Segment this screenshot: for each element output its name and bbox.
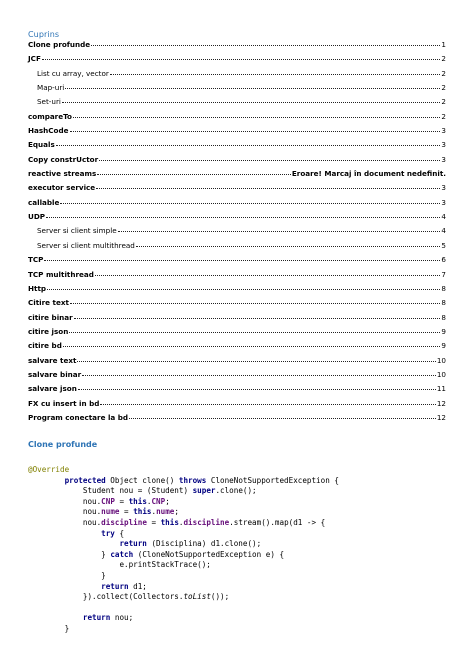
toc-entry-page: 12 (436, 412, 446, 422)
toc-entry-page: 2 (441, 111, 446, 121)
toc-dot-leader (95, 269, 441, 276)
toc-entry-page: 4 (441, 212, 446, 222)
toc-entry-page: 9 (441, 341, 446, 351)
toc-entry-title: citire bd (28, 341, 62, 351)
toc-entry-page: 12 (436, 398, 446, 408)
toc-dot-leader (118, 225, 441, 232)
toc-entry-title: Map-uri (37, 83, 65, 93)
toc-dot-leader (99, 154, 440, 161)
toc-entry-title: Server si client multithread (37, 240, 135, 250)
toc-entry[interactable] (28, 224, 446, 238)
toc-entry[interactable] (28, 253, 446, 267)
toc-entry-title: JCF (28, 54, 41, 64)
code-line: @Override (28, 465, 70, 474)
toc-entry[interactable] (28, 124, 446, 138)
toc-dot-leader (69, 326, 440, 333)
toc-entry-title: reactive streams (28, 169, 97, 179)
toc-entry-page: 3 (441, 197, 446, 207)
toc-dot-leader (96, 182, 440, 189)
code-line: } catch (CloneNotSupportedException e) { (101, 549, 285, 559)
toc-entry[interactable] (28, 153, 446, 167)
toc-entry-title: salvare binar (28, 369, 82, 379)
toc-dot-leader (77, 355, 435, 362)
toc-entry-page: 5 (441, 240, 446, 250)
toc-dot-leader (129, 412, 436, 419)
code-line: nou.discipline = this.discipline.stream().map(d1 -> { (82, 517, 326, 527)
code-line: e.printStackTrace(); (119, 560, 211, 570)
toc-entry-page: 3 (441, 126, 446, 136)
toc-entry[interactable] (28, 52, 446, 66)
toc-dot-leader (78, 383, 436, 390)
toc-dot-leader (46, 211, 440, 218)
toc-entry[interactable] (28, 95, 446, 109)
code-line: } (64, 623, 70, 633)
toc-entry-page: 8 (441, 298, 446, 308)
toc-entry-title: Set-uri (37, 97, 61, 107)
code-line: return (Disciplina) d1.clone(); (119, 539, 262, 549)
toc-dot-leader (56, 139, 441, 146)
toc-entry[interactable] (28, 325, 446, 339)
code-line: return d1; (101, 581, 147, 591)
toc-entry-page: 3 (441, 140, 446, 150)
toc-dot-leader (74, 312, 441, 319)
toc-entry-page: 11 (436, 384, 446, 394)
toc-entry[interactable] (28, 167, 446, 181)
toc-entry-page: 7 (441, 269, 446, 279)
toc-entry-title: Server si client simple (37, 226, 117, 236)
toc-dot-leader (63, 340, 441, 347)
toc-entry-page: 2 (441, 83, 446, 93)
toc-entry-title: executor service (28, 183, 96, 193)
toc-entry[interactable] (28, 138, 446, 152)
toc-dot-leader (97, 168, 291, 175)
toc-entry[interactable] (28, 397, 446, 411)
toc-entry-title: TCP multithread (28, 269, 94, 279)
toc-entry[interactable] (28, 196, 446, 210)
code-line: protected Object clone() throws CloneNotSupportedException { (64, 475, 339, 485)
toc-entry[interactable] (28, 411, 446, 425)
toc-dot-leader (60, 197, 440, 204)
toc-entry-title: HashCode (28, 126, 69, 136)
toc-entry-page: 6 (441, 255, 446, 265)
toc-entry-title: Http (28, 283, 47, 293)
toc-entry-page: 8 (441, 283, 446, 293)
toc-entry-title: Clone profunde (28, 40, 91, 49)
code-line: Student nou = (Student) super.clone(); (82, 486, 257, 496)
toc-entry-title: salvare text (28, 355, 77, 365)
toc-entry[interactable] (28, 282, 446, 296)
toc-entry-page: 2 (441, 54, 446, 64)
toc-entry-page: 8 (441, 312, 446, 322)
toc-entry-page: 1 (441, 40, 446, 49)
toc-entry-page: 2 (441, 97, 446, 107)
toc-entry-page: 4 (441, 226, 446, 236)
toc-entry-page: 3 (441, 154, 446, 164)
toc-entry[interactable] (28, 339, 446, 353)
toc-entry[interactable] (28, 368, 446, 382)
toc-dot-leader (70, 297, 440, 304)
toc-entry-page: 10 (436, 355, 446, 365)
toc-entry[interactable] (28, 296, 446, 310)
toc-dot-leader (65, 82, 440, 89)
toc-entry-page: 2 (441, 68, 446, 78)
toc-dot-leader (73, 111, 440, 118)
toc-dot-leader (47, 283, 440, 290)
toc-entry-title: callable (28, 197, 60, 207)
toc-dot-leader (44, 254, 440, 261)
toc-entry[interactable] (28, 354, 446, 368)
toc-entry-title: citire json (28, 326, 69, 336)
toc-entry-title: FX cu insert in bd (28, 398, 100, 408)
code-line: } (101, 570, 106, 580)
toc-dot-leader (100, 398, 435, 405)
code-line: }).collect(Collectors.toList()); (82, 592, 230, 602)
code-line: try { (101, 528, 125, 538)
toc-entry-title: citire binar (28, 312, 73, 322)
toc-dot-leader (91, 39, 440, 46)
toc-entry[interactable] (28, 268, 446, 282)
toc-entry-title: Equals (28, 140, 55, 150)
toc-entry[interactable] (28, 382, 446, 396)
toc-dot-leader (42, 53, 441, 60)
toc-entry-title: Citire text (28, 298, 69, 308)
toc-dot-leader (110, 68, 441, 75)
toc-dot-leader (136, 240, 441, 247)
code-line: nou.CNP = this.CNP; (82, 496, 170, 506)
toc-entry[interactable] (28, 110, 446, 124)
toc-entry-page: 9 (441, 326, 446, 336)
code-line (28, 603, 448, 614)
toc-entry-page: Eroare! Marcaj în document nedefinit. (291, 169, 446, 179)
toc-entry-page: 10 (436, 369, 446, 379)
toc-entry-title: compareTo (28, 111, 72, 121)
toc-dot-leader (70, 125, 441, 132)
toc-entry[interactable] (28, 311, 446, 325)
section-heading: Clone profunde (28, 440, 98, 449)
toc-entry-title: TCP (28, 255, 44, 265)
toc-entry[interactable] (28, 239, 446, 253)
toc-dot-leader (82, 369, 436, 376)
table-of-contents (28, 38, 446, 425)
toc-heading: Cuprins (28, 30, 60, 39)
toc-entry[interactable] (28, 81, 446, 95)
toc-entry-page: 3 (441, 183, 446, 193)
toc-entry-title: List cu array, vector (37, 68, 109, 78)
toc-entry[interactable] (28, 38, 446, 52)
toc-entry-title: Program conectare la bd (28, 412, 129, 422)
code-line: nou.nume = this.nume; (82, 507, 179, 517)
toc-dot-leader (62, 96, 441, 103)
toc-entry[interactable] (28, 181, 446, 195)
toc-entry[interactable] (28, 67, 446, 81)
code-block (28, 465, 448, 635)
code-line: return nou; (82, 613, 134, 623)
toc-entry-title: salvare json (28, 384, 77, 394)
toc-entry[interactable] (28, 210, 446, 224)
toc-entry-title: Copy constrUctor (28, 154, 99, 164)
toc-entry-title: UDP (28, 212, 46, 222)
